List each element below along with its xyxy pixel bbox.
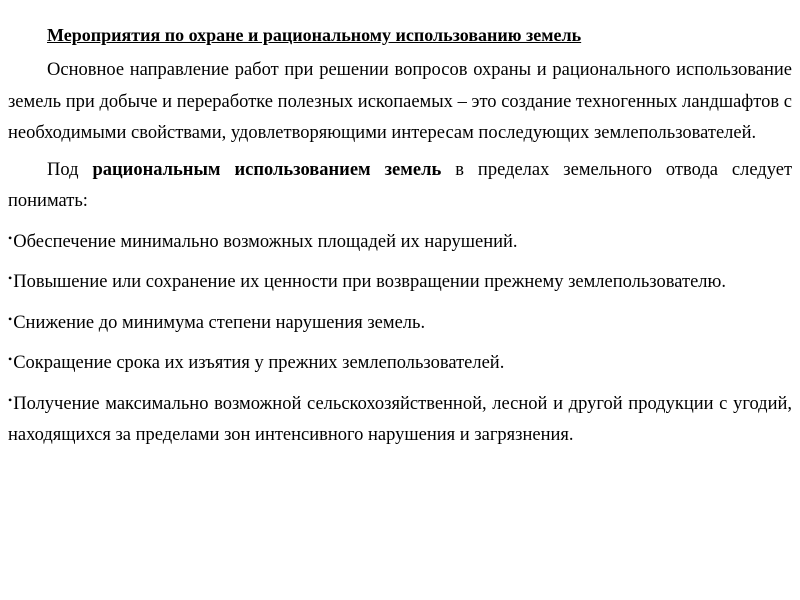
bullet-icon: •	[8, 392, 13, 407]
bullet-text: Сокращение срока их изъятия у прежних землепользователей.	[13, 353, 505, 373]
definition-lead: Под	[47, 159, 79, 180]
bullet-icon: •	[8, 230, 13, 245]
bullet-icon: •	[8, 311, 13, 326]
definition-tail: в пределах земельного отвода следует понимать:	[8, 159, 793, 211]
bullet-item-4	[8, 344, 792, 380]
definition-term: рациональным использованием земель	[92, 159, 442, 180]
bullet-item-5	[8, 385, 792, 452]
bullet-item-1	[8, 223, 792, 259]
bullet-text: Получение максимально возможной сельскохозяйственной, лесной и другой продукции с угодий, находящихся за пределами зон интенсивного нарушения и загрязнения.	[8, 393, 792, 445]
intro-paragraph: Основное направление работ при решении вопросов охраны и рационального использование земель при добыче и переработке полезных ископаемых – это создание техногенных ландшафтов с необходимыми свойствами, удовлетворяющими интересам последующих землепользователей.	[8, 60, 792, 143]
definition-paragraph	[8, 155, 792, 218]
bullet-text: Снижение до минимума степени нарушения земель.	[13, 312, 426, 333]
page-title: Мероприятия по охране и рациональному использованию земель	[47, 25, 582, 45]
bullet-text: Повышение или сохранение их ценности при возвращении прежнему землепользователю.	[13, 272, 726, 292]
bullet-item-3	[8, 304, 792, 340]
bullet-item-2	[8, 263, 792, 299]
bullet-icon: •	[8, 352, 13, 366]
bullet-icon: •	[8, 271, 13, 285]
bullet-text: Обеспечение минимально возможных площадей их нарушений.	[13, 231, 518, 252]
